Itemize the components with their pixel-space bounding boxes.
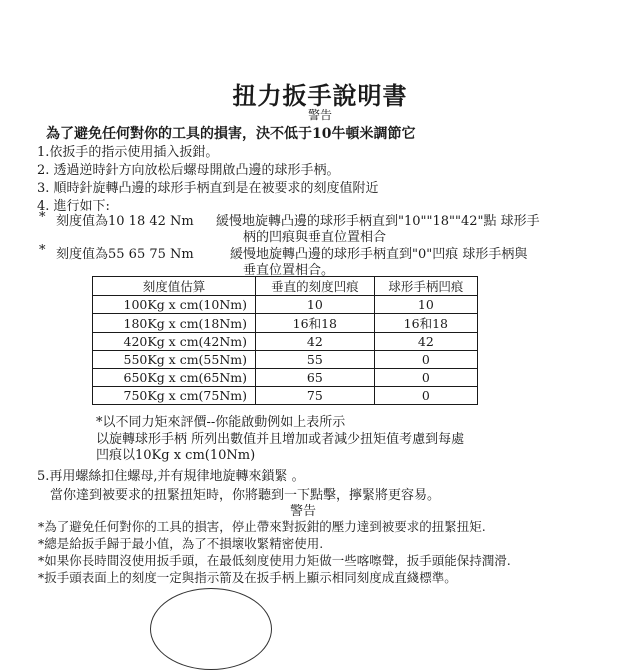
document-title: 扭力扳手說明書	[232, 81, 408, 110]
step-5: 5.再用螺絲扣住螺母,并有規律地旋轉來鎖緊 。	[37, 469, 305, 484]
setting-label: 刻度值為55 65 75 Nm	[56, 247, 194, 262]
table-cell: 0	[374, 351, 477, 369]
column-header: 球形手柄凹痕	[374, 277, 477, 296]
table-header-row	[93, 277, 478, 296]
table-cell: 42	[374, 333, 477, 351]
column-header: 垂直的刻度凹痕	[256, 277, 375, 296]
table-cell: 42	[256, 333, 375, 351]
table-cell: 100Kg x cm(10Nm)	[93, 296, 256, 314]
table-row	[93, 387, 478, 405]
warning-heading: 警告	[290, 504, 317, 519]
step-1: 1.依扳手的指示使用插入扳鉗。	[37, 145, 219, 160]
warning-intro: 為了避免任何對你的工具的損害，決不低于10牛頓米調節它	[46, 126, 416, 142]
warning-item: *如果你長時間沒使用扳手頭，在最低刻度使用力矩做一些喀嚓聲，扳手頭能保持潤滑.	[38, 553, 511, 568]
table-cell: 65	[256, 369, 375, 387]
table-row	[93, 314, 478, 333]
partial-circle-mark	[150, 588, 272, 670]
setting-text-cont: 垂直位置相合。	[243, 263, 335, 278]
torque-table	[92, 276, 478, 405]
table-cell: 420Kg x cm(42Nm)	[93, 333, 256, 351]
step-3: 3. 順時針旋轉凸邊的球形手柄直到是在被要求的刻度值附近	[37, 181, 379, 196]
table-cell: 16和18	[256, 314, 375, 333]
table-cell: 55	[256, 351, 375, 369]
table-cell: 0	[374, 387, 477, 405]
table-row	[93, 369, 478, 387]
setting-bullet: *	[39, 210, 46, 225]
note-line: *以不同力矩來評價--你能啟動例如上表所示	[96, 415, 346, 430]
warning-heading: 警告	[307, 108, 332, 122]
table-cell: 180Kg x cm(18Nm)	[93, 314, 256, 333]
table-cell: 16和18	[374, 314, 477, 333]
setting-text: 緩慢地旋轉凸邊的球形手柄直到"0"凹痕 球形手柄與	[230, 247, 528, 262]
table-cell: 10	[256, 296, 375, 314]
note-line: 以旋轉球形手柄 所列出數值并且增加或者減少扭矩值考慮到每處	[96, 432, 465, 447]
table-cell: 650Kg x cm(65Nm)	[93, 369, 256, 387]
table-cell: 75	[256, 387, 375, 405]
table-row	[93, 333, 478, 351]
step-4: 4. 進行如下:	[37, 199, 110, 214]
warning-item: *總是給扳手歸于最小值，為了不損壞收緊精密使用.	[38, 536, 324, 551]
table-cell: 750Kg x cm(75Nm)	[93, 387, 256, 405]
setting-text-cont: 柄的凹痕與垂直位置相合	[243, 230, 387, 245]
setting-text: 緩慢地旋轉凸邊的球形手柄直到"10""18""42"點 球形手	[216, 214, 540, 229]
table-cell: 10	[374, 296, 477, 314]
warning-item: *為了避免任何對你的工具的損害，停止帶來對扳鉗的壓力達到被要求的扭緊扭矩.	[38, 519, 486, 534]
warning-item: *扳手頭表面上的刻度一定與指示箭及在扳手柄上顯示相同刻度成直綫標準。	[38, 570, 457, 585]
setting-bullet: *	[39, 243, 46, 258]
table-row	[93, 296, 478, 314]
table-cell: 0	[374, 369, 477, 387]
setting-label: 刻度值為10 18 42 Nm	[56, 214, 194, 229]
table-cell: 550Kg x cm(55Nm)	[93, 351, 256, 369]
column-header: 刻度值估算	[93, 277, 256, 296]
step-2: 2. 透過逆時針方向放松后螺母開啟凸邊的球形手柄。	[37, 163, 340, 178]
step-5-detail: 當你達到被要求的扭緊扭矩時，你將聽到一下點擊，擰緊將更容易。	[50, 488, 441, 503]
note-line: 凹痕以10Kg x cm(10Nm)	[96, 448, 256, 463]
table-row	[93, 351, 478, 369]
